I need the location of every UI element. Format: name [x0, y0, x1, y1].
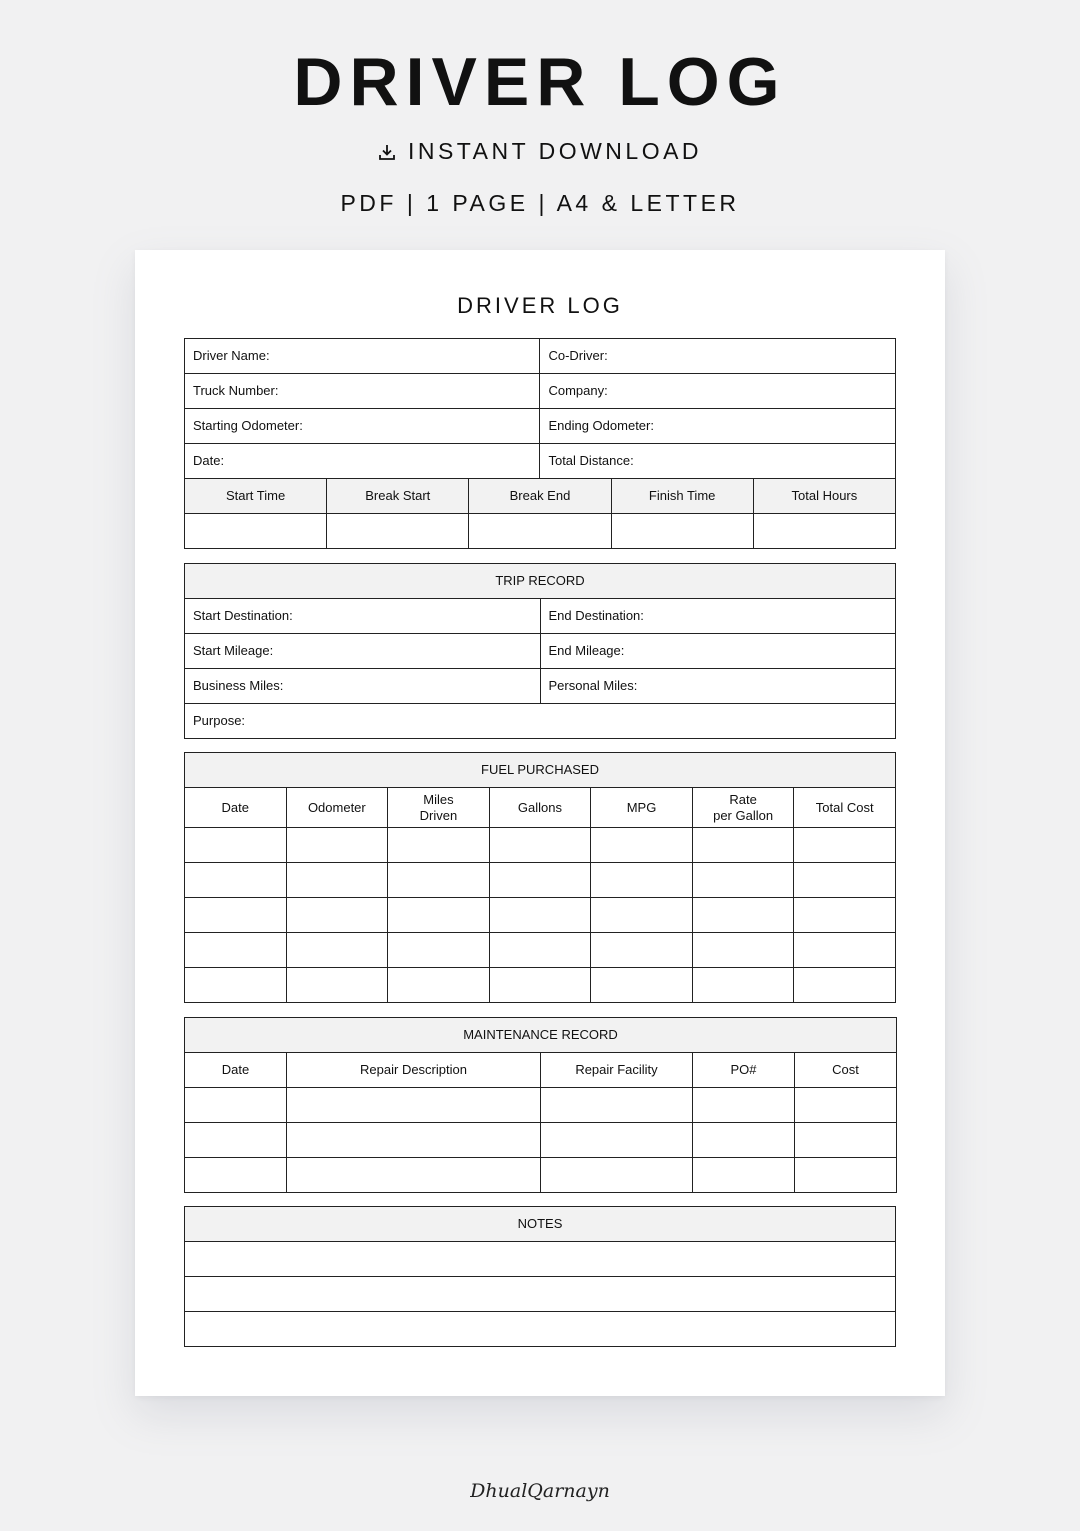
fuel-entry-row-cell[interactable]	[185, 898, 287, 933]
notes-table	[184, 1206, 896, 1347]
formats-line: PDF | 1 PAGE | A4 & LETTER	[340, 190, 740, 216]
fuel-entry-row-cell[interactable]	[286, 863, 388, 898]
fuel-entry-row-cell[interactable]	[489, 863, 591, 898]
break-end-header: Break End	[469, 479, 611, 514]
maintenance-entry-row-cell[interactable]	[693, 1088, 795, 1123]
driver-info-table	[184, 338, 896, 479]
fuel-entry-row-cell[interactable]	[185, 933, 287, 968]
fuel-col-miles-driven: Miles Driven	[388, 788, 490, 828]
fuel-entry-row-cell[interactable]	[489, 898, 591, 933]
fuel-purchased-title: FUEL PURCHASED	[185, 753, 896, 788]
maintenance-record-title: MAINTENANCE RECORD	[185, 1018, 897, 1053]
start-time-cell[interactable]	[185, 514, 327, 549]
signature-logo	[0, 1470, 1080, 1515]
fuel-col-total-cost: Total Cost	[794, 788, 896, 828]
start-mileage-field[interactable]: Start Mileage:	[185, 634, 541, 669]
times-header-row	[185, 479, 896, 514]
maintenance-header-row	[185, 1053, 897, 1088]
fuel-entry-row	[185, 863, 896, 898]
fuel-entry-row-cell[interactable]	[794, 933, 896, 968]
printable-sheet	[135, 250, 945, 1396]
notes-line-cell[interactable]	[185, 1277, 896, 1312]
co-driver-field[interactable]: Co-Driver:	[540, 339, 896, 374]
fuel-entry-row-cell[interactable]	[591, 933, 693, 968]
maintenance-entry-row-cell[interactable]	[693, 1158, 795, 1193]
maintenance-entry-row-cell[interactable]	[287, 1088, 541, 1123]
maintenance-entry-row	[185, 1088, 897, 1123]
fuel-entry-row-cell[interactable]	[692, 828, 794, 863]
fuel-entry-row-cell[interactable]	[489, 828, 591, 863]
fuel-entry-row	[185, 933, 896, 968]
starting-odometer-field[interactable]: Starting Odometer:	[185, 409, 540, 444]
fuel-entry-row-cell[interactable]	[489, 933, 591, 968]
finish-time-header: Finish Time	[611, 479, 753, 514]
break-end-cell[interactable]	[469, 514, 611, 549]
notes-line-cell[interactable]	[185, 1242, 896, 1277]
fuel-entry-row-cell[interactable]	[388, 898, 490, 933]
maintenance-entry-row-cell[interactable]	[287, 1158, 541, 1193]
maintenance-entry-row-cell[interactable]	[541, 1123, 693, 1158]
fuel-entry-row	[185, 968, 896, 1003]
notes-line-cell[interactable]	[185, 1312, 896, 1347]
fuel-entry-row-cell[interactable]	[794, 968, 896, 1003]
fuel-purchased-table	[184, 752, 896, 1003]
maintenance-entry-row-cell[interactable]	[795, 1158, 897, 1193]
fuel-col-odometer: Odometer	[286, 788, 388, 828]
end-destination-field[interactable]: End Destination:	[540, 599, 896, 634]
company-field[interactable]: Company:	[540, 374, 896, 409]
trip-record-table	[184, 563, 896, 739]
fuel-entry-row-cell[interactable]	[185, 863, 287, 898]
maint-col-cost: Cost	[795, 1053, 897, 1088]
subtitle	[0, 140, 1080, 163]
fuel-entry-row-cell[interactable]	[388, 968, 490, 1003]
end-mileage-field[interactable]: End Mileage:	[540, 634, 896, 669]
business-miles-field[interactable]: Business Miles:	[185, 669, 541, 704]
maintenance-entry-row-cell[interactable]	[541, 1158, 693, 1193]
fuel-col-rate: Rate per Gallon	[692, 788, 794, 828]
truck-number-field[interactable]: Truck Number:	[185, 374, 540, 409]
trip-record-title: TRIP RECORD	[185, 564, 896, 599]
maintenance-record-table	[184, 1017, 897, 1193]
fuel-entry-row-cell[interactable]	[794, 828, 896, 863]
maintenance-entry-row-cell[interactable]	[185, 1158, 287, 1193]
fuel-entry-row-cell[interactable]	[591, 828, 693, 863]
maint-col-po: PO#	[693, 1053, 795, 1088]
page-title: DRIVER LOG	[293, 44, 787, 120]
maintenance-entry-row	[185, 1123, 897, 1158]
notes-line	[185, 1242, 896, 1277]
fuel-entry-row-cell[interactable]	[591, 898, 693, 933]
fuel-header-row	[185, 788, 896, 828]
fuel-entry-row-cell[interactable]	[692, 968, 794, 1003]
driver-name-field[interactable]: Driver Name:	[185, 339, 540, 374]
maint-col-date: Date	[185, 1053, 287, 1088]
maintenance-entry-row-cell[interactable]	[287, 1123, 541, 1158]
fuel-entry-row-cell[interactable]	[286, 933, 388, 968]
start-time-header: Start Time	[185, 479, 327, 514]
sheet-title: DRIVER LOG	[457, 293, 623, 318]
maintenance-entry-row-cell[interactable]	[693, 1123, 795, 1158]
fuel-entry-row	[185, 898, 896, 933]
fuel-entry-row-cell[interactable]	[794, 863, 896, 898]
signature-mark	[470, 1470, 610, 1510]
maintenance-entry-row-cell[interactable]	[541, 1088, 693, 1123]
signature-text: DhualQarnayn	[470, 1480, 610, 1502]
fuel-entry-row-cell[interactable]	[489, 968, 591, 1003]
fuel-col-gallons: Gallons	[489, 788, 591, 828]
break-start-header: Break Start	[327, 479, 469, 514]
fuel-entry-row-cell[interactable]	[286, 898, 388, 933]
fuel-entry-row-cell[interactable]	[185, 968, 287, 1003]
fuel-entry-row-cell[interactable]	[185, 828, 287, 863]
times-table	[184, 478, 896, 549]
date-field[interactable]: Date:	[185, 444, 540, 479]
start-destination-field[interactable]: Start Destination:	[185, 599, 541, 634]
total-hours-header: Total Hours	[753, 479, 895, 514]
purpose-field[interactable]: Purpose:	[185, 704, 896, 739]
total-hours-cell[interactable]	[753, 514, 895, 549]
fuel-entry-row-cell[interactable]	[286, 828, 388, 863]
fuel-entry-row-cell[interactable]	[388, 828, 490, 863]
subtitle-text: INSTANT DOWNLOAD	[407, 138, 703, 164]
fuel-col-date: Date	[185, 788, 287, 828]
fuel-entry-row-cell[interactable]	[692, 863, 794, 898]
notes-line	[185, 1312, 896, 1347]
ending-odometer-field[interactable]: Ending Odometer:	[540, 409, 896, 444]
times-entry-row	[185, 514, 896, 549]
fuel-entry-row-cell[interactable]	[388, 933, 490, 968]
fuel-entry-row-cell[interactable]	[388, 863, 490, 898]
notes-title: NOTES	[185, 1207, 896, 1242]
maintenance-entry-row-cell[interactable]	[795, 1088, 897, 1123]
maintenance-entry-row-cell[interactable]	[185, 1088, 287, 1123]
finish-time-cell[interactable]	[611, 514, 753, 549]
total-distance-field[interactable]: Total Distance:	[540, 444, 896, 479]
fuel-col-mpg: MPG	[591, 788, 693, 828]
fuel-entry-row-cell[interactable]	[591, 863, 693, 898]
maintenance-entry-row	[185, 1158, 897, 1193]
personal-miles-field[interactable]: Personal Miles:	[540, 669, 896, 704]
fuel-entry-row	[185, 828, 896, 863]
download-icon	[378, 143, 396, 161]
fuel-entry-row-cell[interactable]	[692, 898, 794, 933]
fuel-entry-row-cell[interactable]	[692, 933, 794, 968]
fuel-entry-row-cell[interactable]	[794, 898, 896, 933]
maint-col-repair-facility: Repair Facility	[541, 1053, 693, 1088]
maint-col-repair-description: Repair Description	[287, 1053, 541, 1088]
fuel-entry-row-cell[interactable]	[591, 968, 693, 1003]
notes-line	[185, 1277, 896, 1312]
fuel-entry-row-cell[interactable]	[286, 968, 388, 1003]
maintenance-entry-row-cell[interactable]	[795, 1123, 897, 1158]
break-start-cell[interactable]	[327, 514, 469, 549]
maintenance-entry-row-cell[interactable]	[185, 1123, 287, 1158]
